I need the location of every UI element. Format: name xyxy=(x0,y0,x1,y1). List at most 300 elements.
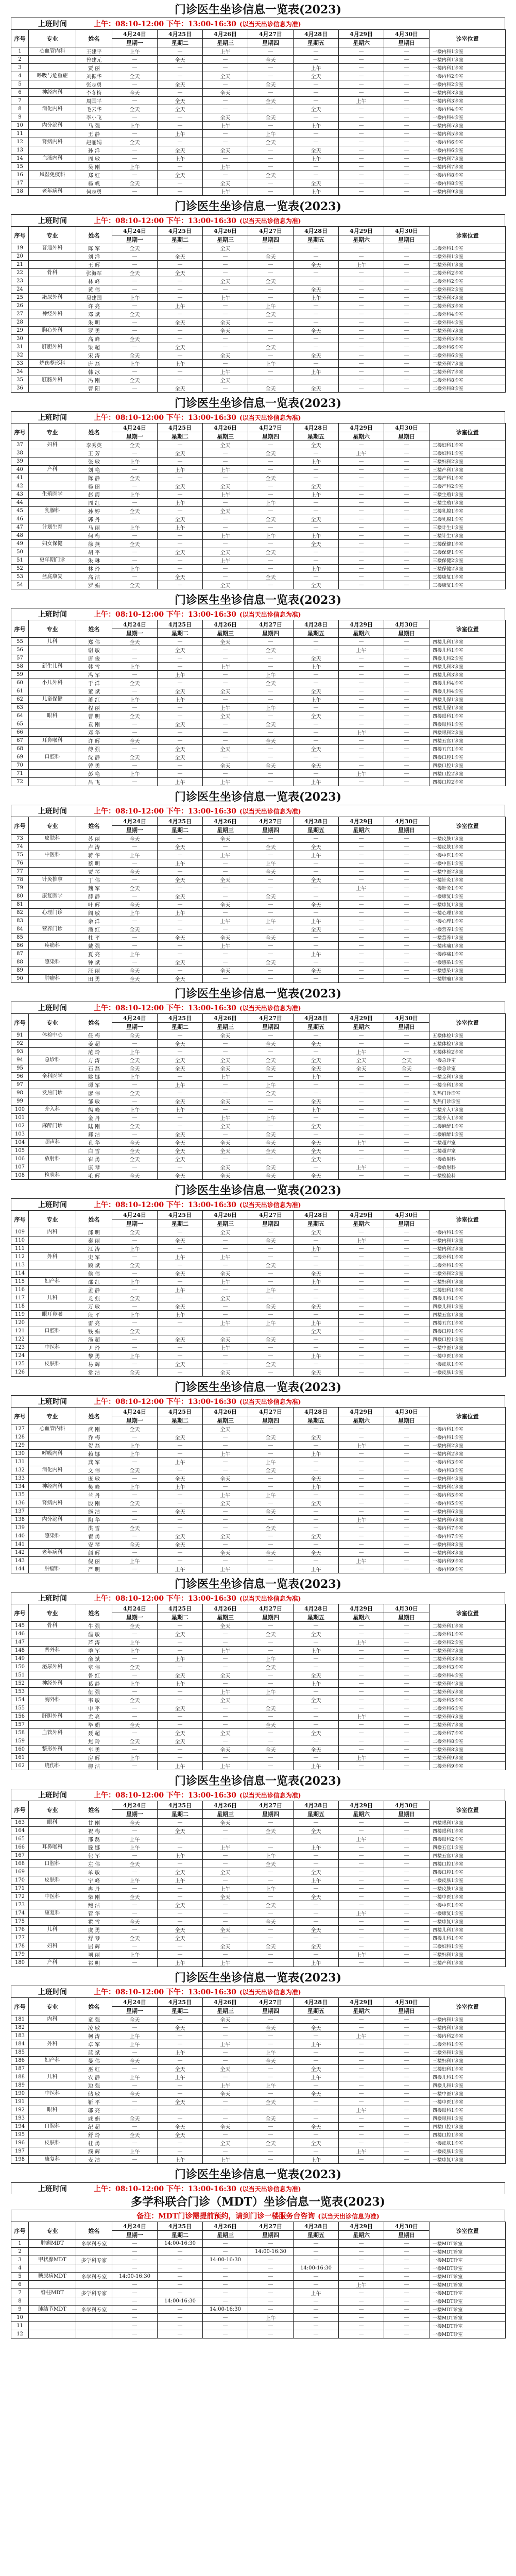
row-slot: — xyxy=(158,1688,203,1696)
row-slot: — xyxy=(158,1294,203,1302)
row-slot: — xyxy=(384,80,429,89)
row-room: 一楼康复1诊室 xyxy=(429,1918,506,1926)
row-dept xyxy=(29,1951,76,1959)
row-slot: — xyxy=(294,2306,339,2314)
row-slot: — xyxy=(384,2081,429,2090)
row-slot: 全天 xyxy=(112,474,158,482)
row-slot: — xyxy=(248,1450,294,1458)
row-doctor-name: 颜 辉 xyxy=(76,1549,112,1557)
schedule-table xyxy=(11,1013,506,1180)
sheet-title: 门诊医生坐诊信息一览表(2023) xyxy=(174,1381,342,1394)
header-date: 4月26日 xyxy=(203,423,248,432)
row-doctor-name: 任 梅 xyxy=(76,1031,112,1040)
row-no: 66 xyxy=(11,728,29,737)
schedule-row xyxy=(11,2314,506,2322)
row-slot: — xyxy=(384,573,429,581)
row-doctor-name: 邓 华 xyxy=(76,728,112,737)
row-slot: 上午 xyxy=(112,770,158,778)
row-slot: 全天 xyxy=(112,1737,158,1745)
row-dept: 眼科 xyxy=(29,2106,76,2114)
row-room: 五楼体检1诊室 xyxy=(429,1031,506,1040)
row-room: 一楼内科2诊室 xyxy=(429,2032,506,2040)
row-doctor-name: 郑 红 xyxy=(76,171,112,179)
row-doctor-name: 多学科专家 xyxy=(76,2256,112,2264)
row-slot: 14:00-16:30 xyxy=(203,2306,248,2314)
row-no: 165 xyxy=(11,1835,29,1843)
row-slot: — xyxy=(203,2114,248,2123)
header-row-dates xyxy=(11,227,506,235)
row-slot: — xyxy=(384,1122,429,1130)
row-room: 一楼皮肤1诊室 xyxy=(429,1360,506,1368)
schedule-row xyxy=(11,179,506,188)
row-room: 一楼内科3诊室 xyxy=(429,97,506,105)
row-slot: — xyxy=(339,1876,384,1885)
row-dept xyxy=(29,967,76,975)
row-slot: — xyxy=(384,1934,429,1942)
row-doctor-name: 谢 敏 xyxy=(76,646,112,654)
row-slot: — xyxy=(339,687,384,696)
row-slot: — xyxy=(384,1663,429,1671)
row-no: 38 xyxy=(11,449,29,457)
row-doctor-name: 舒 玲 xyxy=(76,2131,112,2139)
row-room: 二楼外科9诊室 xyxy=(429,1754,506,1762)
row-slot: — xyxy=(203,2032,248,2040)
row-room: 二楼外科1诊室 xyxy=(429,1253,506,1261)
row-slot: 上午 xyxy=(294,1073,339,1081)
row-doctor-name xyxy=(76,2322,112,2330)
schedule-row xyxy=(11,1302,506,1311)
row-slot: 全天 xyxy=(112,901,158,909)
header-date: 4月28日 xyxy=(294,30,339,39)
row-room: 二楼介入1诊室 xyxy=(429,1114,506,1122)
row-slot: — xyxy=(203,1721,248,1729)
schedule-row xyxy=(11,1671,506,1680)
row-doctor-name: 孙 婷 xyxy=(76,507,112,515)
row-slot: — xyxy=(294,720,339,728)
row-no: 69 xyxy=(11,753,29,761)
row-slot: 上午 xyxy=(158,130,203,138)
row-doctor-name: 韩 雪 xyxy=(76,663,112,671)
row-slot: 全天 xyxy=(248,1163,294,1172)
row-doctor-name: 王 静 xyxy=(76,130,112,138)
row-slot: 全天 xyxy=(248,277,294,285)
row-slot: — xyxy=(339,1155,384,1163)
header-date: 4月30日 xyxy=(384,620,429,629)
row-doctor-name: 张海军 xyxy=(76,269,112,277)
row-slot: 上午 xyxy=(158,1876,203,1885)
row-slot: 上午 xyxy=(339,261,384,269)
schedule-row xyxy=(11,942,506,950)
row-dept: 泌尿外科 xyxy=(29,294,76,302)
row-slot: — xyxy=(294,499,339,507)
row-slot: — xyxy=(384,1688,429,1696)
row-slot: — xyxy=(158,1549,203,1557)
row-slot: 上午 xyxy=(203,1114,248,1122)
row-slot: 全天 xyxy=(203,1368,248,1377)
row-no: 6 xyxy=(11,2281,29,2289)
row-slot: — xyxy=(112,1926,158,1934)
row-slot: 上午 xyxy=(248,302,294,310)
row-slot: 全天 xyxy=(248,1721,294,1729)
row-slot: 上午 xyxy=(203,1647,248,1655)
row-slot: 全天 xyxy=(158,384,203,393)
row-slot: — xyxy=(294,1261,339,1269)
row-slot: — xyxy=(112,2240,158,2248)
schedule-row xyxy=(11,1942,506,1951)
row-dept: 泌尿外科 xyxy=(29,1663,76,1671)
row-doctor-name: 纪 超 xyxy=(76,2123,112,2131)
row-slot: — xyxy=(203,302,248,310)
row-slot: — xyxy=(248,1696,294,1704)
row-slot: — xyxy=(203,56,248,64)
row-slot: — xyxy=(248,975,294,983)
row-slot: 全天 xyxy=(248,1056,294,1064)
row-slot: 全天 xyxy=(203,1147,248,1155)
row-slot: 全天 xyxy=(294,261,339,269)
row-slot: — xyxy=(339,679,384,687)
schedule-row xyxy=(11,1663,506,1671)
row-slot: — xyxy=(384,638,429,646)
row-slot: — xyxy=(384,1852,429,1860)
schedule-row xyxy=(11,1540,506,1549)
row-slot: — xyxy=(384,892,429,901)
header-name: 姓名 xyxy=(76,620,112,638)
row-doctor-name: 毕 娟 xyxy=(76,1721,112,1729)
row-slot: 上午 xyxy=(112,2073,158,2081)
schedule-row xyxy=(11,1843,506,1852)
row-doctor-name: 罗 娟 xyxy=(76,581,112,589)
work-hours-note: (以当天出诊信息为准) xyxy=(239,1595,301,1602)
row-slot: — xyxy=(339,958,384,967)
schedule-row xyxy=(11,1228,506,1236)
mdt-subtitle-text: 备注：MDT门诊需提前预约，请到门诊一楼服务台咨询 xyxy=(136,2212,315,2221)
row-no: 198 xyxy=(11,2156,29,2164)
row-dept xyxy=(29,2098,76,2106)
row-slot: — xyxy=(248,1540,294,1549)
row-doctor-name: 毛 辉 xyxy=(76,1172,112,1180)
row-dept xyxy=(29,1097,76,1106)
row-no: 148 xyxy=(11,1647,29,1655)
row-slot: — xyxy=(158,679,203,687)
row-no: 77 xyxy=(11,868,29,876)
schedule-row xyxy=(11,909,506,917)
row-dept: 外科 xyxy=(29,1253,76,1261)
header-date: 4月26日 xyxy=(203,227,248,235)
row-slot: — xyxy=(203,2131,248,2139)
row-slot: — xyxy=(248,1909,294,1918)
header-date: 4月30日 xyxy=(384,1604,429,1613)
row-no: 115 xyxy=(11,1278,29,1286)
row-dept xyxy=(29,1458,76,1466)
row-slot: — xyxy=(384,1327,429,1335)
row-slot: — xyxy=(384,2139,429,2147)
schedule-row xyxy=(11,1040,506,1048)
schedule-row xyxy=(11,704,506,712)
work-hours-line xyxy=(11,1986,505,1997)
row-slot: — xyxy=(203,1852,248,1860)
row-slot: — xyxy=(203,2330,248,2338)
work-hours-text: 上午：08:10-12:00 下午：13:00-16:30 xyxy=(94,1791,237,1800)
row-slot: — xyxy=(203,1458,248,1466)
row-dept xyxy=(29,1852,76,1860)
schedule-row xyxy=(11,2256,506,2264)
row-slot: — xyxy=(339,1253,384,1261)
row-slot: 全天 xyxy=(203,1228,248,1236)
row-slot: 全天 xyxy=(248,1261,294,1269)
sheet-title: 门诊医生坐诊信息一览表(2023) xyxy=(174,790,342,804)
row-room: 四楼口腔1诊室 xyxy=(429,2131,506,2139)
row-slot: — xyxy=(339,1475,384,1483)
row-slot: — xyxy=(112,1549,158,1557)
work-hours-label: 上班时间 xyxy=(38,1398,67,1406)
row-dept xyxy=(29,1433,76,1442)
header-weekday: 星期日 xyxy=(384,1219,429,1228)
row-slot: — xyxy=(248,1122,294,1130)
row-dept: 皮肤科 xyxy=(29,835,76,843)
row-slot: — xyxy=(158,122,203,130)
row-doctor-name: 卓 军 xyxy=(76,2040,112,2048)
row-slot: 上午 xyxy=(203,1491,248,1499)
row-slot: 全天 xyxy=(112,1228,158,1236)
sheet-title: 门诊医生坐诊信息一览表(2023) xyxy=(174,2168,342,2181)
schedule-row xyxy=(11,80,506,89)
row-slot: 全天 xyxy=(203,89,248,97)
row-slot: — xyxy=(384,47,429,56)
row-slot: — xyxy=(112,1475,158,1483)
row-slot: — xyxy=(248,1926,294,1934)
row-room: 二楼外科6诊室 xyxy=(429,1713,506,1721)
row-room: 一楼MDT诊室 xyxy=(429,2240,506,2248)
row-slot: 全天 xyxy=(203,1745,248,1754)
row-slot: — xyxy=(384,679,429,687)
row-slot: — xyxy=(339,1089,384,1097)
row-slot: 全天 xyxy=(158,2123,203,2131)
row-slot: — xyxy=(384,1269,429,1278)
row-dept xyxy=(29,2024,76,2032)
work-hours-line xyxy=(11,1395,505,1407)
row-slot: — xyxy=(158,2256,203,2264)
schedule-row xyxy=(11,1450,506,1458)
header-weekday: 星期三 xyxy=(203,1023,248,1031)
row-dept: 神经内科 xyxy=(29,1483,76,1491)
header-date: 4月30日 xyxy=(384,227,429,235)
row-slot: — xyxy=(384,2024,429,2032)
schedule-row xyxy=(11,646,506,654)
row-slot: 全天 xyxy=(294,441,339,449)
row-slot: 全天 xyxy=(112,1819,158,1827)
row-slot: 上午 xyxy=(158,302,203,310)
row-slot: — xyxy=(294,277,339,285)
schedule-row xyxy=(11,2123,506,2131)
row-slot: — xyxy=(203,1737,248,1745)
schedule-row xyxy=(11,285,506,294)
row-slot: — xyxy=(158,1319,203,1327)
row-slot: — xyxy=(384,934,429,942)
row-slot: — xyxy=(339,1311,384,1319)
row-slot: — xyxy=(339,581,384,589)
row-no: 168 xyxy=(11,1860,29,1868)
row-dept xyxy=(29,449,76,457)
row-dept xyxy=(29,1130,76,1139)
row-no: 46 xyxy=(11,515,29,523)
row-slot: 全天 xyxy=(112,967,158,975)
row-slot: — xyxy=(158,47,203,56)
row-doctor-name: 周国平 xyxy=(76,97,112,105)
row-no: 137 xyxy=(11,1507,29,1516)
row-slot: — xyxy=(248,1876,294,1885)
schedule-row xyxy=(11,1172,506,1180)
row-slot: — xyxy=(339,80,384,89)
row-no: 67 xyxy=(11,737,29,745)
row-slot: — xyxy=(203,1483,248,1491)
row-slot: 全天 xyxy=(158,548,203,556)
row-dept: 妇科 xyxy=(29,441,76,449)
row-slot: 上午 xyxy=(248,1491,294,1499)
row-dept: 肝胆外科 xyxy=(29,343,76,351)
row-room: 一楼内科6诊室 xyxy=(429,146,506,155)
work-hours-note: (以当天出诊信息为准) xyxy=(239,1791,301,1799)
row-no: 145 xyxy=(11,1622,29,1630)
row-slot: — xyxy=(339,843,384,851)
row-slot: 上午 xyxy=(294,950,339,958)
schedule-row xyxy=(11,1827,506,1835)
row-slot: — xyxy=(384,2240,429,2248)
header-weekday: 星期二 xyxy=(158,39,203,47)
row-room: 四楼儿科2诊室 xyxy=(429,654,506,663)
row-dept xyxy=(29,474,76,482)
row-slot: 上午 xyxy=(203,917,248,925)
row-slot: — xyxy=(384,146,429,155)
work-hours-label: 上班时间 xyxy=(38,1201,67,1209)
row-slot: 全天 xyxy=(248,1139,294,1147)
row-room: 二楼外科1诊室 xyxy=(429,252,506,261)
row-slot: — xyxy=(248,1622,294,1630)
row-doctor-name: 翟 勇 xyxy=(76,1532,112,1540)
row-slot: 上午 xyxy=(112,663,158,671)
row-slot: — xyxy=(339,56,384,64)
row-slot: — xyxy=(384,1868,429,1876)
row-slot: 全天 xyxy=(248,1745,294,1754)
schedule-row xyxy=(11,2330,506,2338)
row-slot: — xyxy=(384,1885,429,1893)
header-dept: 专业 xyxy=(29,30,76,47)
row-slot: — xyxy=(203,474,248,482)
row-slot: — xyxy=(112,2330,158,2338)
row-slot: — xyxy=(384,868,429,876)
row-doctor-name: 虞 勇 xyxy=(76,1926,112,1934)
row-slot: 全天 xyxy=(294,1893,339,1901)
row-no: 26 xyxy=(11,302,29,310)
row-dept xyxy=(29,1704,76,1713)
row-no: 90 xyxy=(11,975,29,983)
row-room: 四楼口腔1诊室 xyxy=(429,1327,506,1335)
row-slot: — xyxy=(112,1507,158,1516)
row-slot: 14:00-16:30 xyxy=(294,2264,339,2273)
row-slot: 全天 xyxy=(248,80,294,89)
row-slot: — xyxy=(384,1876,429,1885)
row-slot: — xyxy=(339,532,384,540)
row-slot: 上午 xyxy=(203,851,248,859)
row-doctor-name: 薛 静 xyxy=(76,892,112,901)
row-slot: — xyxy=(384,1278,429,1286)
row-slot: — xyxy=(203,64,248,72)
row-slot: 上午 xyxy=(158,1655,203,1663)
row-slot: 全天 xyxy=(248,892,294,901)
header-date: 4月29日 xyxy=(339,423,384,432)
schedule-row xyxy=(11,1852,506,1860)
row-slot: 上午 xyxy=(248,1458,294,1466)
schedule-row xyxy=(11,1352,506,1360)
row-slot: 全天 xyxy=(158,1532,203,1540)
row-slot: — xyxy=(112,155,158,163)
row-room: 四楼儿科1诊室 xyxy=(429,1294,506,1302)
row-dept: 中医科 xyxy=(29,1344,76,1352)
schedule-table xyxy=(11,1801,506,1967)
row-room: 一楼内科7诊室 xyxy=(429,163,506,171)
row-slot: — xyxy=(339,72,384,80)
row-slot: — xyxy=(384,188,429,196)
row-dept xyxy=(29,1540,76,1549)
row-slot: — xyxy=(339,2015,384,2024)
row-slot: 全天 xyxy=(294,1532,339,1540)
header-date: 4月27日 xyxy=(248,30,294,39)
header-no: 序号 xyxy=(11,423,29,441)
header-weekday: 星期二 xyxy=(158,432,203,441)
header-dept: 专业 xyxy=(29,1014,76,1031)
row-no: 125 xyxy=(11,1360,29,1368)
row-slot: — xyxy=(384,737,429,745)
row-no: 25 xyxy=(11,294,29,302)
schedule-row xyxy=(11,318,506,327)
row-room: 一楼中医2诊室 xyxy=(429,868,506,876)
row-slot: — xyxy=(384,113,429,122)
schedule-row xyxy=(11,368,506,376)
row-slot: 全天 xyxy=(248,1360,294,1368)
row-slot: — xyxy=(384,696,429,704)
row-room: 一楼皮肤1诊室 xyxy=(429,2147,506,2156)
row-room: 二楼外科1诊室 xyxy=(429,2040,506,2048)
row-slot: 上午 xyxy=(294,294,339,302)
row-slot: — xyxy=(248,89,294,97)
row-slot: — xyxy=(294,1622,339,1630)
row-slot: 全天 xyxy=(112,1860,158,1868)
row-no: 80 xyxy=(11,892,29,901)
row-slot: — xyxy=(158,244,203,252)
row-slot: — xyxy=(294,1934,339,1942)
row-slot: — xyxy=(339,2240,384,2248)
row-slot: — xyxy=(203,958,248,967)
row-slot: — xyxy=(112,449,158,457)
row-slot: — xyxy=(339,1122,384,1130)
header-date: 4月24日 xyxy=(112,620,158,629)
schedule-sheet xyxy=(11,1380,505,1573)
row-doctor-name: 黄 伟 xyxy=(76,285,112,294)
row-slot: — xyxy=(339,269,384,277)
row-slot: — xyxy=(112,1081,158,1089)
row-slot: 全天 xyxy=(294,1122,339,1130)
row-no: 5 xyxy=(11,80,29,89)
row-slot: — xyxy=(158,1114,203,1122)
row-doctor-name: 毛云华 xyxy=(76,105,112,113)
row-room: 二楼外科3诊室 xyxy=(429,1663,506,1671)
row-slot: — xyxy=(158,2314,203,2322)
row-slot: 全天 xyxy=(294,1868,339,1876)
row-no: 51 xyxy=(11,556,29,565)
header-date: 4月25日 xyxy=(158,1604,203,1613)
row-slot: — xyxy=(158,2273,203,2281)
mdt-sheet xyxy=(11,2167,505,2338)
row-room: 二楼外科2诊室 xyxy=(429,1647,506,1655)
